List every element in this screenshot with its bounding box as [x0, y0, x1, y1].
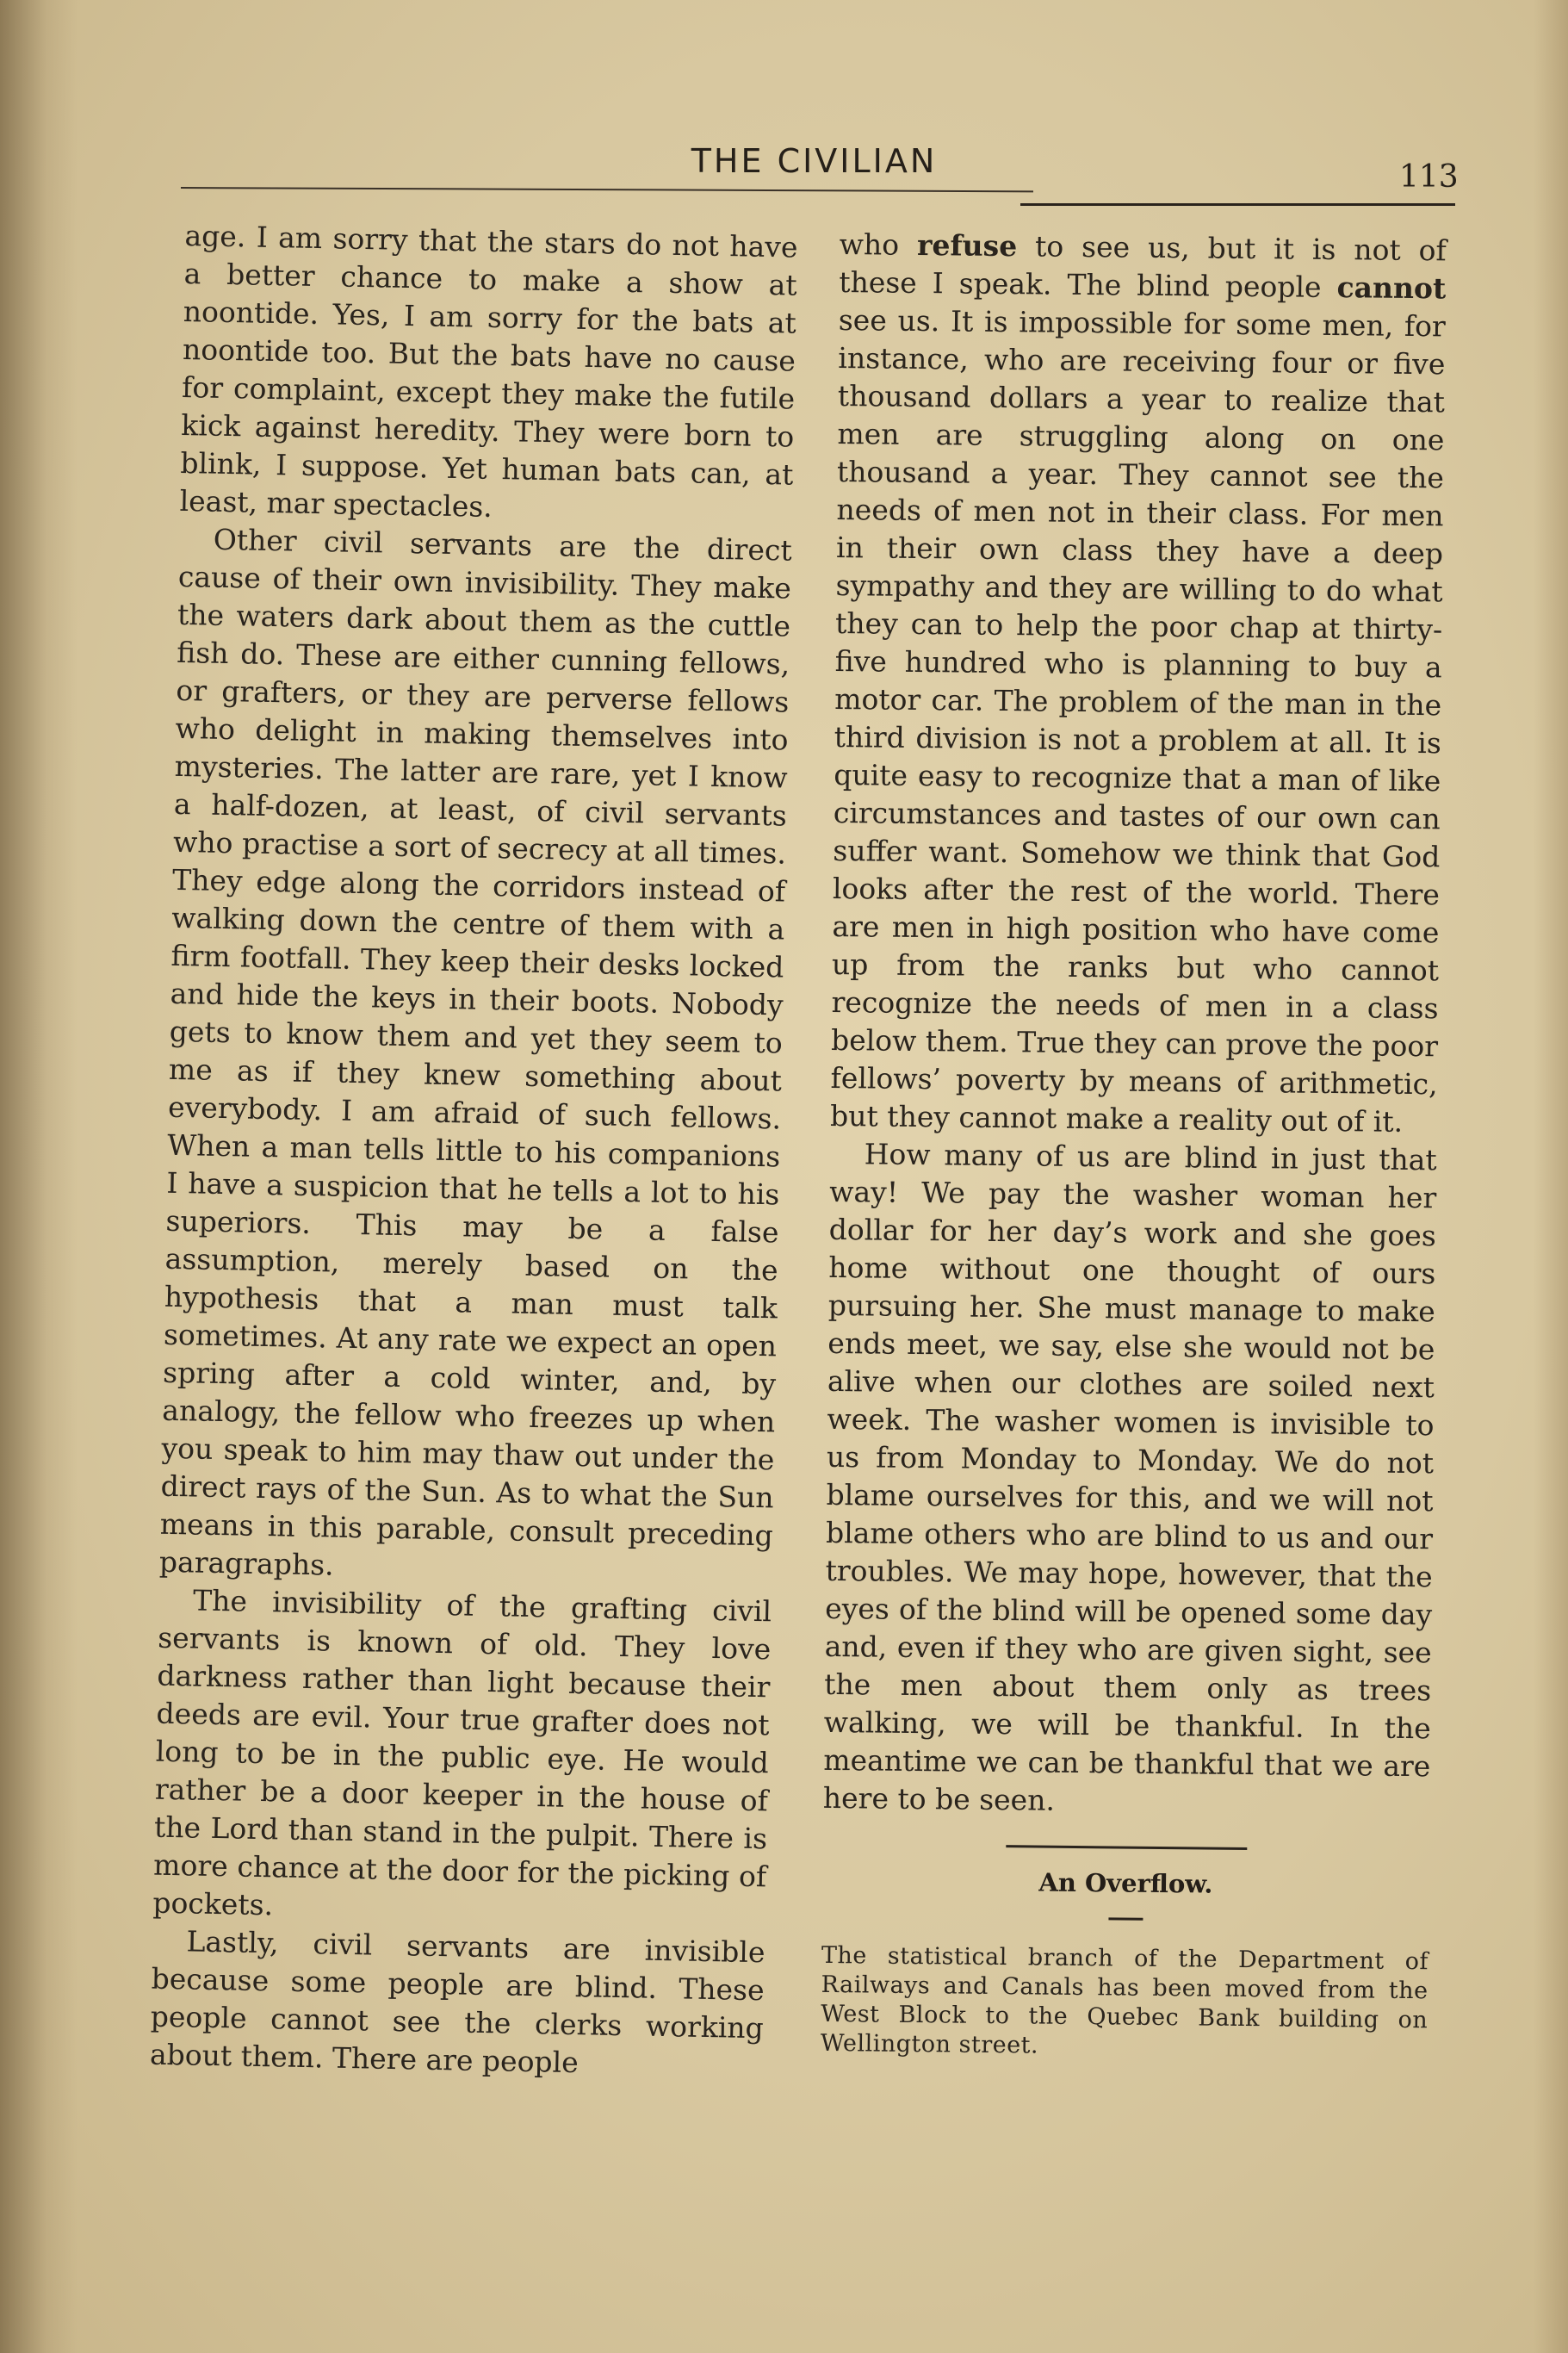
emphasis-cannot: cannot	[1336, 270, 1447, 306]
paragraph: How many of us are blind in just that way! We pay the washer woman her dollar for her day’s work and she goes home without one thought of ours pursuing her. She must manage to make ends meet, we say, else she would not be alive when our clothes are soiled next week. The washer women is invisible to us from Monday to Monday. We do not blame ourselves for this, and we will not blame others who are blind to us and our troubles. We may hope, however, that the eyes of the blind will be opened some day and, even if they who are given sight, see the men about them only as trees walking, we will be thankful. In the meantime we can be thankful that we are here to be seen.	[822, 1137, 1437, 1817]
section-title: An Overflow.	[1038, 1867, 1213, 1899]
binding-shadow	[0, 0, 77, 2353]
notice-paragraph: The statistical branch of the Department of Railways and Canals has been moved from the West Block to the Quebec Bank building on Wellington street.	[820, 1941, 1429, 2059]
section-divider	[1006, 1845, 1247, 1850]
text-run: see us. It is impossible for some men, for instance, who are receiving four or five thousand dollars a year to realize that men are struggling along on one thousand a year. They cannot see the needs of men not in their class. For men in their own class they have a deep sympathy and they are willing to do what they can to help the poor chap at thirty-five hundred who is planning to buy a motor car. The problem of the man in the third division is not a problem at all. It is quite easy to recognize that a man of like circumstances and tastes of our own can suffer want. Somehow we think that God looks after the rest of the world. There are men in high position who have come up from the ranks but who cannot recognize the needs of men in a class below them. True they can prove the poor fellows’ poverty by means of arithmetic, but they cannot make a reality out of it.	[829, 302, 1447, 1139]
paragraph: Other civil servants are the direct cause of their own invisibility. They make the waters dark about them as the cuttle fish do. These are either cunning fellows, or grafters, or they are perverse fellows who delight in making themselves into mysteries. The latter are rare, yet I know a half-dozen, at least, of civil servants who practise a sort of secrecy at all times. They edge along the corridors instead of walking down the centre of them with a firm footfall. They keep their desks locked and hide the keys in their boots. Nobody gets to know them and yet they seem to me as if they knew something about everybody. I am afraid of such fellows. When a man tells little to his companions I have a suspicion that he tells a lot to his superiors. This may be a false assumption, merely based on the hypothesis that a man must talk sometimes. At any rate we expect an open spring after a cold winter, and, by analogy, the fellow who freezes up when you speak to him may thaw out under the direct rays of the Sun. As to what the Sun means in this parable, consult preceding paragraphs.	[158, 522, 793, 1582]
header-rule-right	[1020, 203, 1455, 206]
short-rule	[1108, 1917, 1143, 1920]
paragraph: Lastly, civil servants are invisible because some people are blind. These people cannot see the clerks working about them. There are people	[149, 1924, 765, 2080]
left-column	[150, 217, 798, 2085]
text-run: who	[839, 227, 918, 262]
text-run: to see us, but it is not of these I speak. The blind people	[839, 229, 1447, 305]
page-edge-shadow	[1534, 0, 1568, 2353]
paragraph: age. I am sorry that the stars do not have a better chance to make a show at noontide. Yes, I am sorry for the bats at noontide too. But the bats have no cause for complaint, except they make the futile kick against heredity. They were born to blink, I suppose. Yet human bats can, at least, mar spectacles.	[179, 218, 798, 524]
page-number: 113	[1399, 159, 1459, 195]
paragraph	[830, 226, 1447, 1141]
paragraph: The invisibility of the grafting civil servants is known of old. They love darkness rather than light because their deeds are evil. Your true grafter does not long to be in the public eye. He would rather be a door keeper in the house of the Lord than stand in the pulpit. There is more chance at the door for the picking of pockets.	[152, 1583, 772, 1922]
right-column	[821, 226, 1447, 2064]
emphasis-refuse: refuse	[916, 227, 1018, 264]
running-title: THE CIVILIAN	[691, 142, 938, 180]
header-rule	[181, 187, 1033, 192]
